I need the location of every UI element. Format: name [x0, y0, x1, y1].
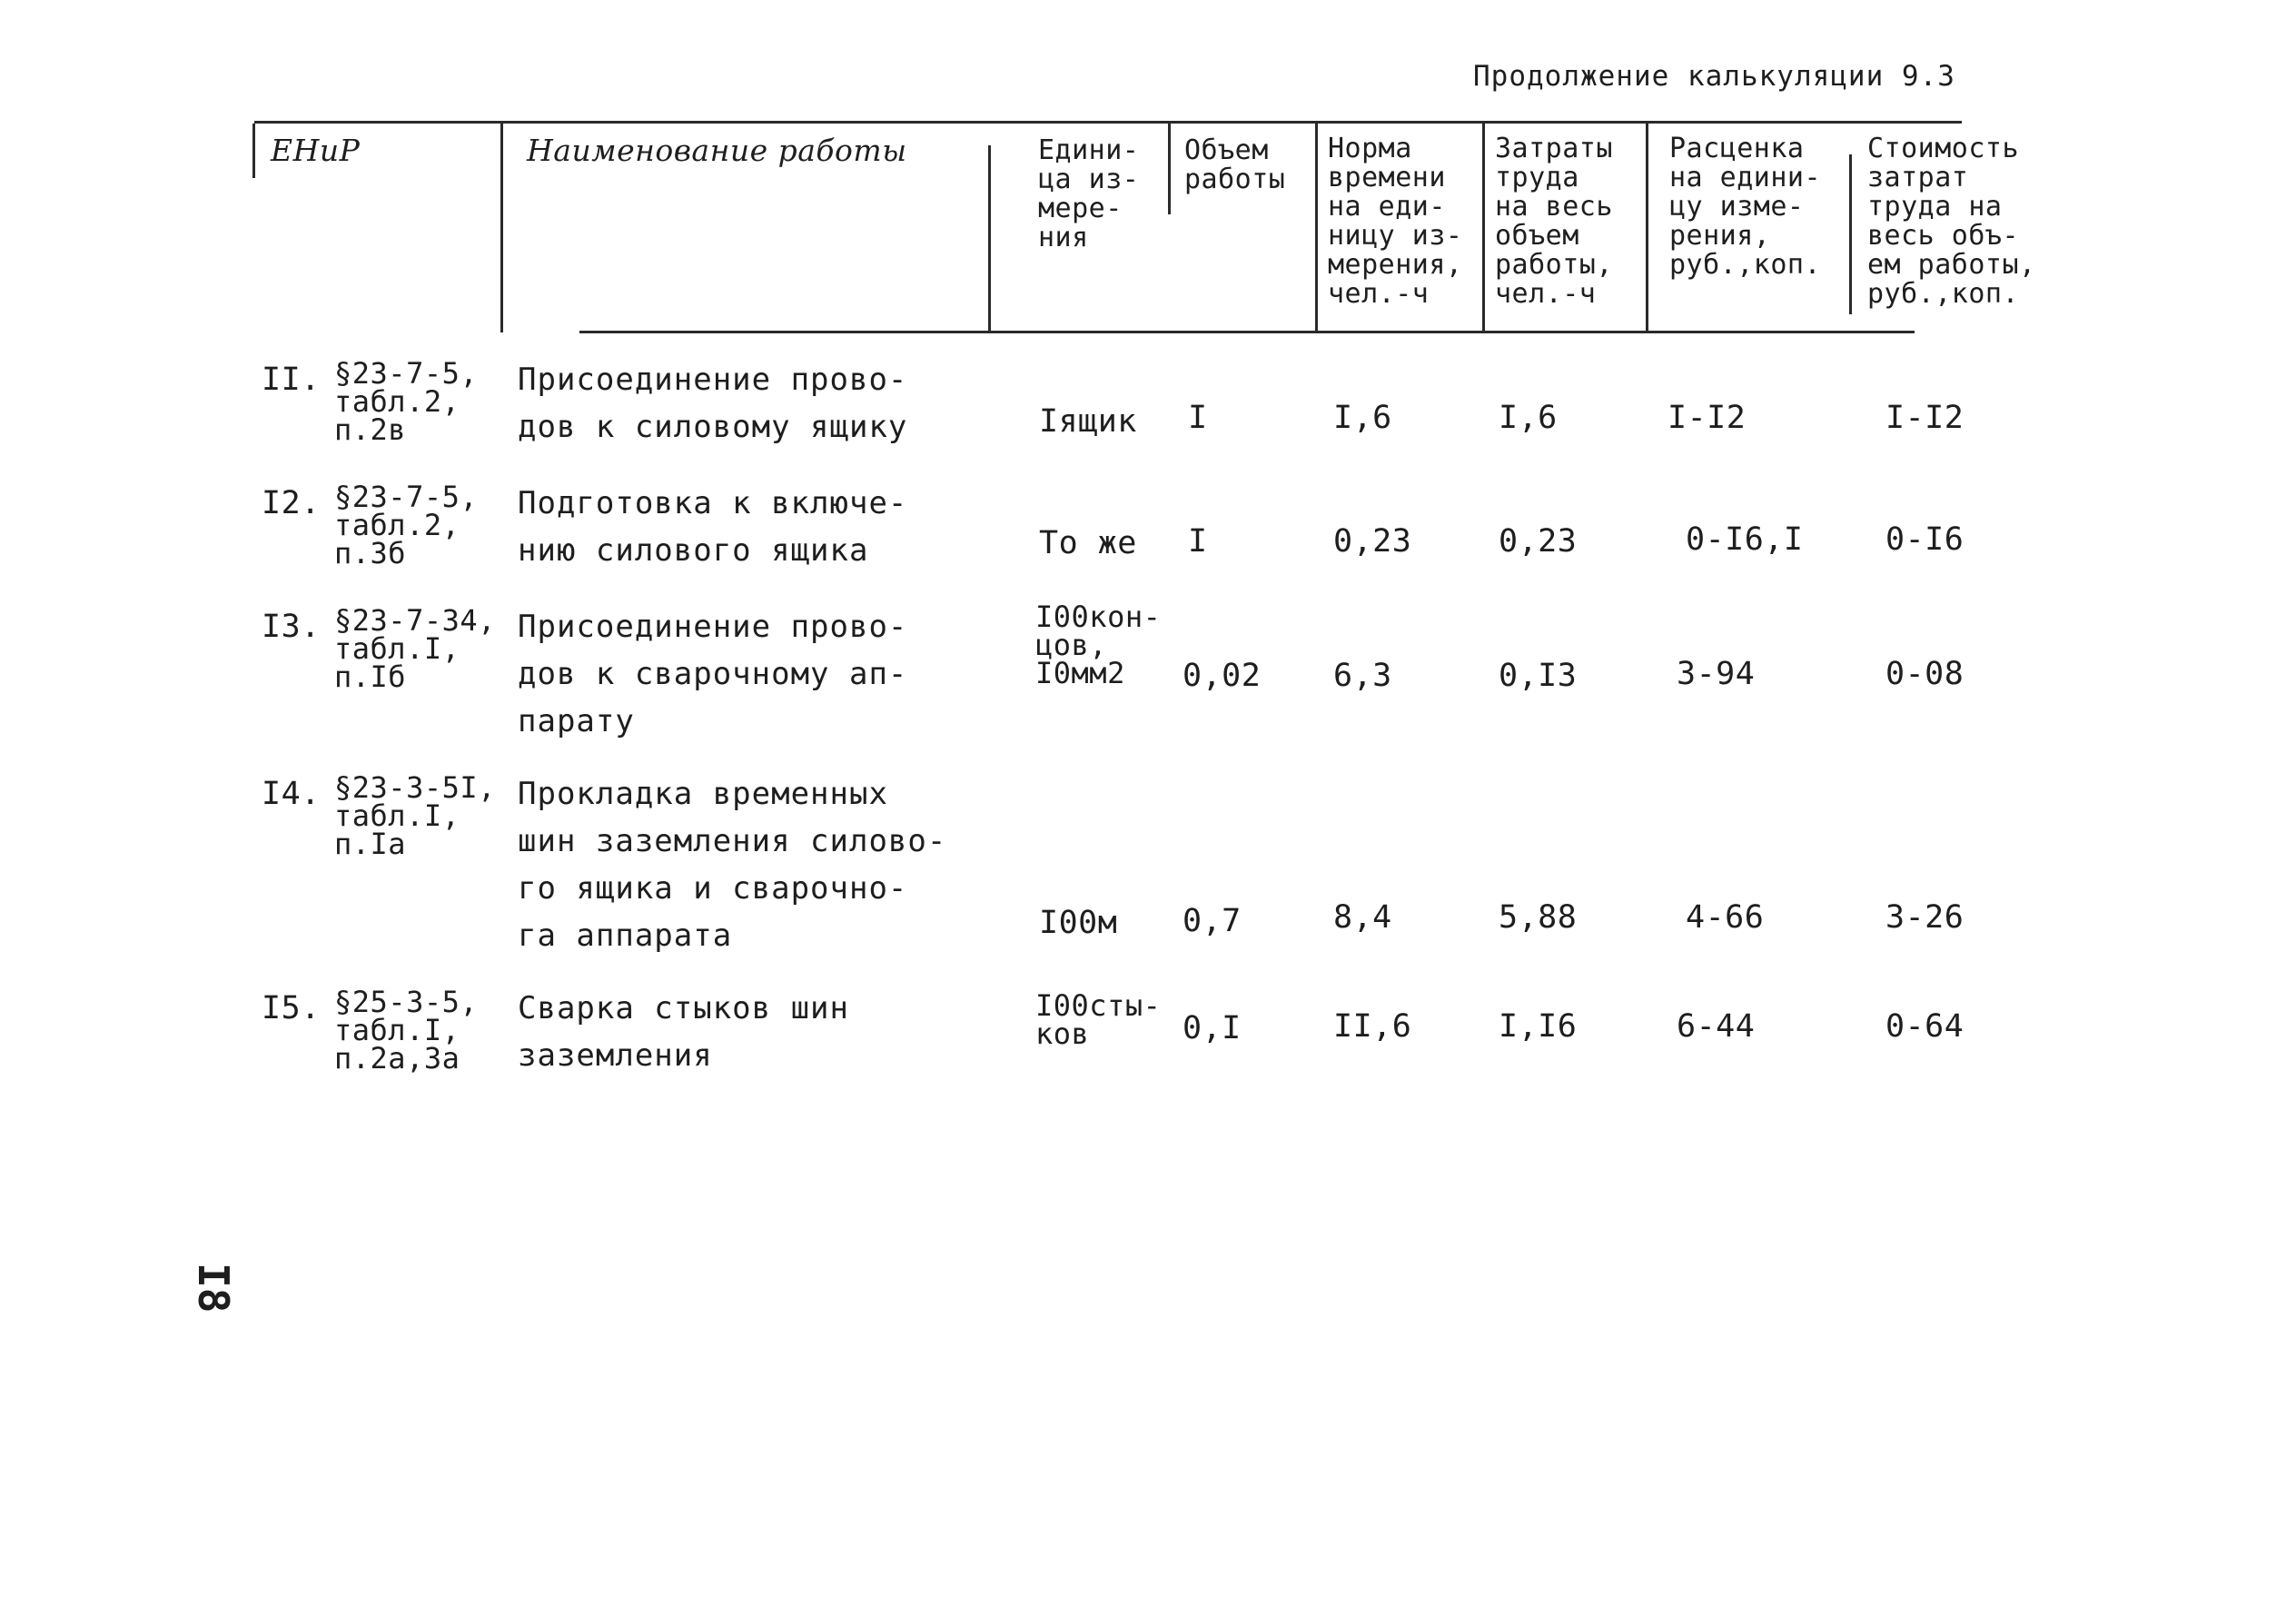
column-divider: [1849, 154, 1852, 314]
row-unit: I00сты- ков: [1035, 988, 1162, 1051]
header-norm: Норма времени на еди- ницу из- мерения, чел.-ч: [1328, 133, 1463, 310]
row-work-name: Присоединение прово- дов к сварочному ап- парату: [518, 609, 908, 739]
header-rate: Расценка на едини- цу изме- рения, руб.,коп.: [1669, 133, 1822, 281]
column-divider: [1482, 124, 1485, 332]
row-work-name: Присоединение прово- дов к силовому ящику: [518, 362, 908, 445]
header-volume: Объем работы: [1184, 134, 1286, 195]
row-cost: 0-08: [1885, 656, 1964, 692]
row-unit: Iящик: [1039, 403, 1137, 440]
row-norm: 8,4: [1333, 899, 1392, 936]
row-rate: 3-94: [1677, 656, 1756, 692]
row-number: I2.: [262, 485, 321, 521]
calculation-caption: Продолжение калькуляции 9.3: [1473, 60, 1955, 93]
header-cost: Стоимость затрат труда на весь объ- ем работы, руб.,коп.: [1867, 133, 2036, 310]
row-number: I5.: [262, 990, 321, 1026]
row-reference: §23-3-5I, табл.I, п.Iа: [334, 770, 496, 861]
page-number: I8: [189, 1263, 238, 1314]
row-cost: 3-26: [1885, 899, 1964, 936]
row-cost: I-I2: [1885, 400, 1964, 436]
row-reference: §25-3-5, табл.I, п.2а,3а: [334, 985, 479, 1076]
row-unit: То же: [1039, 525, 1137, 561]
row-rate: 4-66: [1686, 899, 1765, 936]
header-bottom-rule: [579, 331, 1915, 333]
row-work-name: Сварка стыков шин заземления: [518, 990, 849, 1074]
row-rate: 6-44: [1677, 1008, 1756, 1045]
row-norm: 6,3: [1333, 658, 1392, 694]
row-volume: 0,02: [1183, 658, 1262, 694]
column-divider: [988, 145, 991, 332]
row-unit: I00м: [1039, 905, 1118, 941]
row-labor: I,I6: [1499, 1008, 1578, 1045]
column-divider: [500, 124, 503, 332]
row-rate: 0-I6,I: [1686, 521, 1804, 558]
row-number: II.: [262, 362, 321, 398]
column-divider: [1315, 124, 1318, 332]
row-number: I4.: [262, 776, 321, 812]
row-work-name: Прокладка временных шин заземления силово- го ящика и сварочно- га аппарата: [518, 776, 947, 954]
row-labor: 0,23: [1499, 523, 1578, 560]
row-work-name: Подготовка к включе- нию силового ящика: [518, 485, 908, 569]
header-code: ЕНиР: [271, 133, 361, 168]
row-reference: §23-7-5, табл.2, п.2в: [334, 356, 479, 447]
row-cost: 0-I6: [1885, 521, 1964, 558]
row-volume: 0,7: [1183, 903, 1242, 939]
column-divider: [252, 124, 255, 178]
row-unit: I00кон- цов, I0мм2: [1035, 600, 1162, 690]
row-labor: I,6: [1499, 400, 1558, 436]
header-labor: Затраты труда на весь объем работы, чел.-ч: [1495, 133, 1613, 310]
row-volume: I: [1188, 523, 1208, 560]
header-name: Наименование работы: [527, 133, 907, 168]
column-divider: [1168, 124, 1171, 214]
row-norm: II,6: [1333, 1008, 1412, 1045]
row-labor: 0,I3: [1499, 658, 1578, 694]
table-top-rule: [254, 121, 1962, 124]
row-number: I3.: [262, 609, 321, 645]
header-unit: Едини- ца из- мере- ния: [1038, 134, 1140, 253]
row-volume: 0,I: [1183, 1010, 1242, 1046]
row-norm: 0,23: [1333, 523, 1412, 560]
row-reference: §23-7-34, табл.I, п.Iб: [334, 603, 496, 694]
row-rate: I-I2: [1668, 400, 1747, 436]
row-volume: I: [1188, 400, 1208, 436]
column-divider: [1646, 124, 1648, 332]
row-labor: 5,88: [1499, 899, 1578, 936]
row-norm: I,6: [1333, 400, 1392, 436]
row-reference: §23-7-5, табл.2, п.3б: [334, 480, 479, 570]
row-cost: 0-64: [1885, 1008, 1964, 1045]
